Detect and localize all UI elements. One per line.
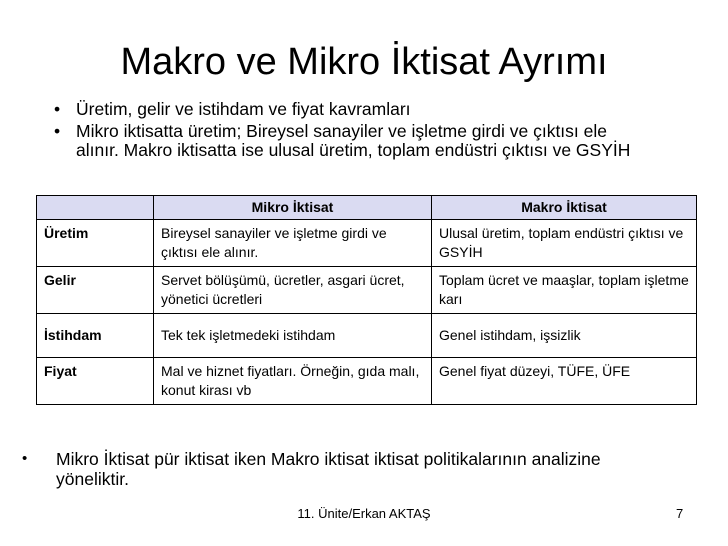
row-label: Üretim — [37, 220, 154, 267]
row-label: Fiyat — [37, 358, 154, 405]
bullet-text: Üretim, gelir ve istihdam ve fiyat kavramları — [76, 99, 411, 119]
bullet-item — [52, 122, 652, 160]
cell-mikro: Servet bölüşümü, ücretler, asgari ücret, yönetici ücretleri — [154, 267, 432, 314]
table-header-row — [37, 196, 697, 220]
bullet-dot-icon: • — [54, 99, 61, 119]
cell-makro: Ulusal üretim, toplam endüstri çıktısı ve GSYİH — [432, 220, 697, 267]
slide-title: Makro ve Mikro İktisat Ayrımı — [120, 41, 608, 83]
cell-makro: Genel istihdam, işsizlik — [432, 314, 697, 358]
bullet-text: Mikro iktisatta üretim; Bireysel sanayiler ve işletme girdi ve çıktısı ele alınır. Makro iktisatta ise ulusal üretim, toplam endüstri çıktısı ve GSYİH — [76, 121, 631, 160]
row-label: Gelir — [37, 267, 154, 314]
bottom-bullet-text: Mikro İktisat pür iktisat iken Makro iktisat iktisat politikalarının analizine yöneliktir. — [56, 449, 601, 489]
table-row — [37, 220, 697, 267]
row-label: İstihdam — [37, 314, 154, 358]
page-number: 7 — [676, 506, 684, 521]
bullet-dot-icon: • — [54, 121, 61, 141]
table-row — [37, 358, 697, 405]
cell-mikro: Tek tek işletmedeki istihdam — [154, 314, 432, 358]
cell-mikro: Mal ve hiznet fiyatları. Örneğin, gıda malı, konut kirası vb — [154, 358, 432, 405]
table-header-empty — [37, 196, 154, 220]
bullet-dot-icon: • — [22, 450, 28, 467]
cell-mikro: Bireysel sanayiler ve işletme girdi ve çıktısı ele alınır. — [154, 220, 432, 267]
cell-makro: Genel fiyat düzeyi, TÜFE, ÜFE — [432, 358, 697, 405]
table-header-mikro: Mikro İktisat — [154, 196, 432, 220]
cell-makro: Toplam ücret ve maaşlar, toplam işletme karı — [432, 267, 697, 314]
bullet-list — [52, 100, 652, 163]
table-row — [37, 267, 697, 314]
comparison-table — [36, 195, 697, 405]
table-row — [37, 314, 697, 358]
bottom-bullet — [22, 449, 662, 489]
bullet-item — [52, 100, 652, 119]
table-header-makro: Makro İktisat — [432, 196, 697, 220]
footer-text: 11. Ünite/Erkan AKTAŞ — [297, 506, 431, 521]
